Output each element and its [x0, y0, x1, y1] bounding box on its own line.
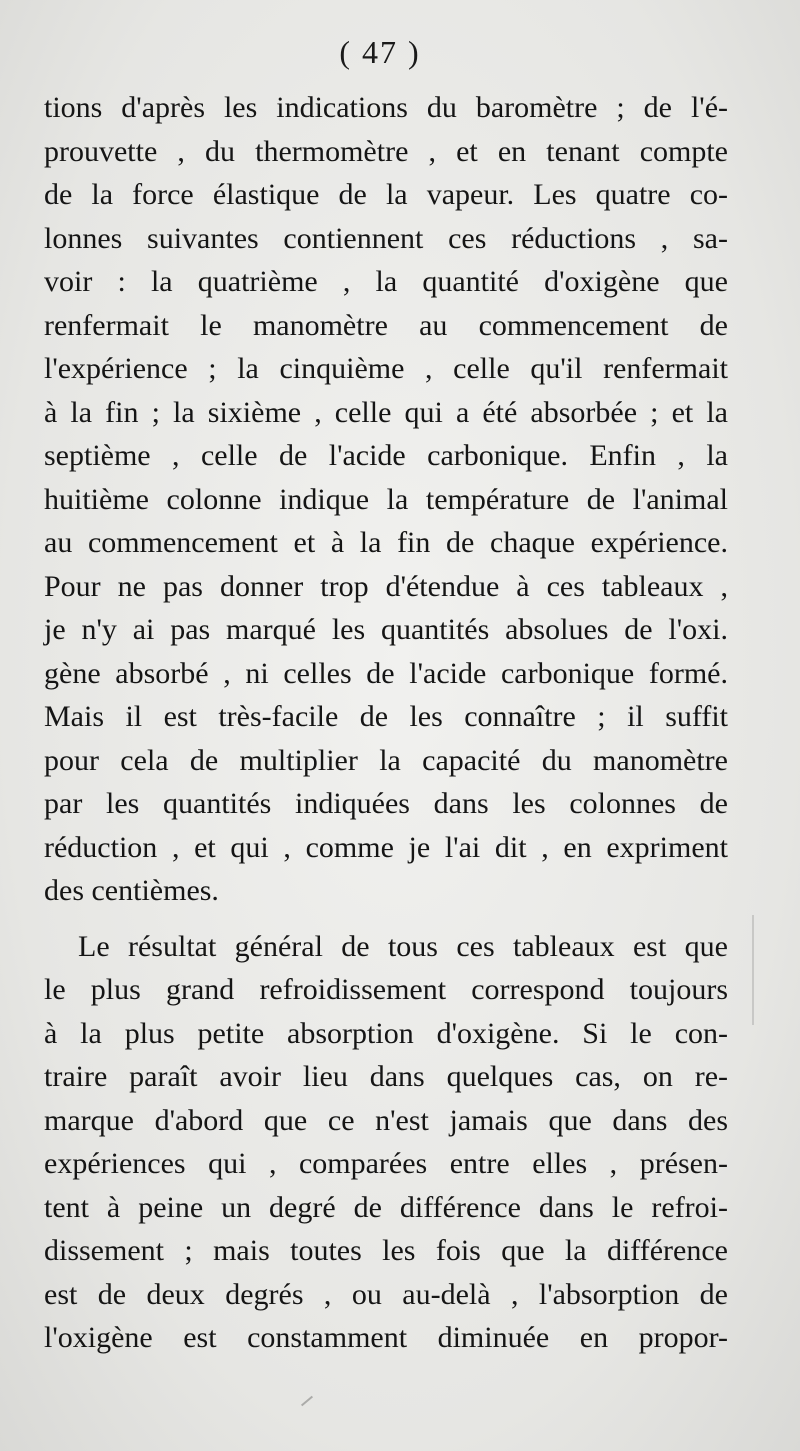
text-line: pour cela de multiplier la capacité du manomètre: [44, 743, 728, 777]
text-line: je n'y ai pas marqué les quantités absolues de l'oxi.: [44, 613, 728, 646]
margin-speck: [301, 1396, 313, 1407]
text-line: septième , celle de l'acide carbonique. Enfin , la: [44, 439, 728, 472]
paragraph-1: [44, 86, 728, 913]
text-line: prouvette , du thermomètre , et en tenant compte: [44, 134, 728, 168]
text-line: l'expérience ; la cinquième , celle qu'il renfermait: [44, 352, 728, 385]
text-line: lonnes suivantes contiennent ces réductions , sa-: [44, 221, 728, 255]
text-line: par les quantités indiquées dans les colonnes de: [44, 787, 728, 820]
text-line: traire paraît avoir lieu dans quelques cas, on re-: [44, 1060, 728, 1093]
text-body: [44, 86, 728, 1360]
text-line: Mais il est très-facile de les connaître ; il suffit: [44, 700, 728, 733]
text-line: des centièmes.: [44, 874, 219, 907]
paragraph-gap: [44, 913, 728, 925]
paragraph-2: [44, 925, 728, 1360]
text-line: de la force élastique de la vapeur. Les quatre co-: [44, 178, 728, 211]
text-line: le plus grand refroidissement correspond toujours: [44, 973, 728, 1006]
text-line: à la plus petite absorption d'oxigène. Si le con-: [44, 1016, 728, 1050]
text-line: tent à peine un degré de différence dans le refroi-: [44, 1190, 728, 1224]
text-line: est de deux degrés , ou au-delà , l'absorption de: [44, 1277, 728, 1311]
margin-speck: [752, 915, 754, 1025]
text-line: réduction , et qui , comme je l'ai dit , en expriment: [44, 830, 728, 864]
text-line: huitième colonne indique la température de l'animal: [44, 482, 728, 516]
text-line: Le résultat général de tous ces tableaux est que: [78, 929, 728, 963]
text-line: renfermait le manomètre au commencement de: [44, 308, 728, 342]
text-line: gène absorbé , ni celles de l'acide carbonique formé.: [44, 656, 728, 690]
text-line: dissement ; mais toutes les fois que la différence: [44, 1234, 728, 1267]
text-line: voir : la quatrième , la quantité d'oxigène que: [44, 265, 728, 298]
page-number: ( 47 ): [339, 34, 421, 70]
text-line: tions d'après les indications du baromètre ; de l'é-: [44, 91, 728, 124]
text-line: l'oxigène est constamment diminuée en propor-: [44, 1321, 728, 1354]
text-line: à la fin ; la sixième , celle qui a été absorbée ; et la: [44, 395, 728, 429]
text-line: expériences qui , comparées entre elles , présen-: [44, 1147, 728, 1180]
text-line: au commencement et à la fin de chaque expérience.: [44, 526, 728, 559]
text-line: Pour ne pas donner trop d'étendue à ces tableaux ,: [44, 569, 728, 603]
text-line: marque d'abord que ce n'est jamais que dans des: [44, 1103, 728, 1137]
